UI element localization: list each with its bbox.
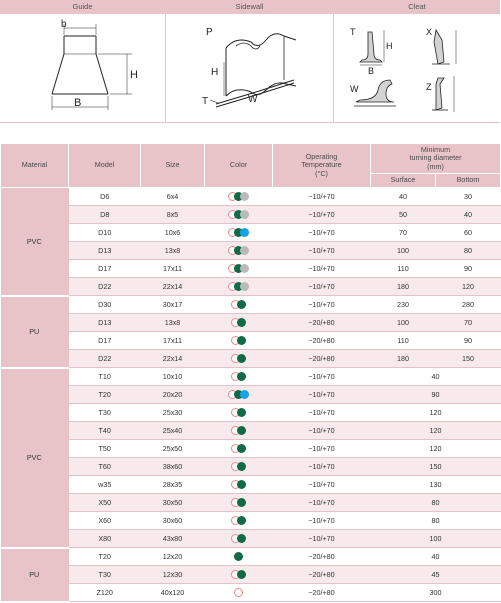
temperature-cell: −10/+70: [273, 404, 371, 422]
temperature-cell: −20/+80: [273, 314, 371, 332]
color-cell: [205, 494, 273, 512]
color-swatches: [231, 462, 246, 472]
turning-diameter-cell: 150: [371, 458, 501, 476]
header-turn-line2: turning diameter: [409, 153, 462, 163]
bottom-cell: 70: [436, 314, 501, 332]
size-cell: 13x8: [141, 242, 205, 260]
table-row: [1, 530, 501, 548]
model-cell: D6: [69, 188, 141, 206]
size-cell: 30x17: [141, 296, 205, 314]
color-swatches: [231, 534, 246, 544]
model-cell: T50: [69, 440, 141, 458]
model-cell: D8: [69, 206, 141, 224]
model-cell: X60: [69, 512, 141, 530]
temperature-cell: −10/+70: [273, 494, 371, 512]
size-cell: 25x50: [141, 440, 205, 458]
guide-header: Guide: [0, 0, 165, 14]
model-cell: D10: [69, 224, 141, 242]
green-color-swatch: [237, 426, 246, 435]
size-cell: 28x35: [141, 476, 205, 494]
green-color-swatch: [237, 498, 246, 507]
size-cell: 25x40: [141, 422, 205, 440]
color-cell: [205, 296, 273, 314]
size-cell: 40x120: [141, 584, 205, 602]
bottom-cell: 40: [436, 206, 501, 224]
size-cell: 12x20: [141, 548, 205, 566]
temperature-cell: −10/+70: [273, 476, 371, 494]
green-color-swatch: [237, 336, 246, 345]
color-swatches: [231, 408, 246, 418]
turning-diameter-cell: 80: [371, 512, 501, 530]
header-temp-line3: (°C): [315, 168, 328, 178]
color-cell: [205, 224, 273, 242]
temperature-cell: −10/+70: [273, 422, 371, 440]
cleat-label-x: X: [426, 27, 433, 37]
header-temperature: [273, 144, 371, 188]
model-cell: T10: [69, 368, 141, 386]
header-bottom: Bottom: [436, 174, 501, 188]
surface-cell: 180: [371, 278, 436, 296]
color-cell: [205, 404, 273, 422]
color-cell: [205, 458, 273, 476]
model-cell: D13: [69, 314, 141, 332]
header-material: Material: [1, 144, 69, 188]
model-cell: T60: [69, 458, 141, 476]
size-cell: 12x30: [141, 566, 205, 584]
color-cell: [205, 512, 273, 530]
color-swatches: [228, 210, 249, 220]
color-cell: [205, 422, 273, 440]
gray-color-swatch: [240, 210, 249, 219]
temperature-cell: −20/+80: [273, 332, 371, 350]
table-row: [1, 314, 501, 332]
surface-cell: 110: [371, 332, 436, 350]
diagram-strip: [0, 0, 500, 122]
sidewall-label-w: W: [248, 94, 258, 105]
turning-diameter-cell: 90: [371, 386, 501, 404]
table-row: [1, 566, 501, 584]
color-cell: [205, 350, 273, 368]
size-cell: 25x30: [141, 404, 205, 422]
turning-diameter-cell: 80: [371, 494, 501, 512]
bottom-cell: 90: [436, 260, 501, 278]
size-cell: 8x5: [141, 206, 205, 224]
turning-diameter-cell: 120: [371, 440, 501, 458]
table-row: [1, 548, 501, 566]
temperature-cell: −10/+70: [273, 458, 371, 476]
surface-cell: 70: [371, 224, 436, 242]
color-cell: [205, 386, 273, 404]
green-color-swatch: [237, 354, 246, 363]
size-cell: 30x60: [141, 512, 205, 530]
header-turn-line3: (mm): [427, 161, 444, 171]
size-cell: 13x8: [141, 314, 205, 332]
bottom-cell: 120: [436, 278, 501, 296]
green-color-swatch: [234, 552, 243, 561]
green-color-swatch: [237, 444, 246, 453]
white-color-swatch: [234, 588, 243, 597]
color-cell: [205, 314, 273, 332]
green-color-swatch: [237, 318, 246, 327]
color-swatches: [231, 498, 246, 508]
header-turn-line1: Minimum: [420, 144, 451, 154]
table-row: [1, 386, 501, 404]
color-swatches: [228, 390, 249, 400]
size-cell: 20x20: [141, 386, 205, 404]
model-cell: D22: [69, 350, 141, 368]
green-color-swatch: [237, 516, 246, 525]
color-cell: [205, 242, 273, 260]
header-temp-line1: Operating: [305, 151, 338, 161]
model-cell: D17: [69, 260, 141, 278]
model-cell: T30: [69, 566, 141, 584]
green-color-swatch: [237, 462, 246, 471]
table-row: [1, 242, 501, 260]
turning-diameter-cell: 120: [371, 404, 501, 422]
color-swatches: [231, 426, 246, 436]
green-color-swatch: [237, 300, 246, 309]
bottom-cell: 80: [436, 242, 501, 260]
color-cell: [205, 260, 273, 278]
material-cell: PVC: [1, 188, 69, 296]
table-row: [1, 422, 501, 440]
model-cell: D13: [69, 242, 141, 260]
gray-color-swatch: [240, 246, 249, 255]
model-cell: D17: [69, 332, 141, 350]
table-row: [1, 584, 501, 602]
surface-cell: 40: [371, 188, 436, 206]
model-cell: T20: [69, 548, 141, 566]
divider: [0, 122, 500, 123]
size-cell: 22x14: [141, 350, 205, 368]
table-row: [1, 404, 501, 422]
model-cell: D30: [69, 296, 141, 314]
turning-diameter-cell: 45: [371, 566, 501, 584]
table-row: [1, 494, 501, 512]
temperature-cell: −10/+70: [273, 242, 371, 260]
color-swatches: [231, 444, 246, 454]
blue-color-swatch: [240, 228, 249, 237]
color-swatches: [228, 192, 249, 202]
size-cell: 10x6: [141, 224, 205, 242]
guide-label-b: b: [61, 19, 67, 30]
table-row: [1, 224, 501, 242]
model-cell: T40: [69, 422, 141, 440]
sidewall-header: Sidewall: [166, 0, 333, 14]
table-row: [1, 350, 501, 368]
table-row: [1, 458, 501, 476]
bottom-cell: 150: [436, 350, 501, 368]
table-row: [1, 206, 501, 224]
cleat-label-t: T: [350, 27, 356, 37]
temperature-cell: −10/+70: [273, 224, 371, 242]
gray-color-swatch: [240, 264, 249, 273]
green-color-swatch: [237, 372, 246, 381]
sidewall-label-h: H: [211, 67, 219, 78]
divider: [165, 0, 166, 122]
temperature-cell: −10/+70: [273, 386, 371, 404]
size-cell: 17x11: [141, 260, 205, 278]
material-cell: PVC: [1, 368, 69, 548]
table-row: [1, 440, 501, 458]
model-cell: w35: [69, 476, 141, 494]
cleat-diagram: [346, 18, 496, 120]
turning-diameter-cell: 40: [371, 368, 501, 386]
gray-color-swatch: [240, 192, 249, 201]
blue-color-swatch: [240, 390, 249, 399]
color-cell: [205, 278, 273, 296]
surface-cell: 230: [371, 296, 436, 314]
size-cell: 38x60: [141, 458, 205, 476]
color-swatches: [231, 354, 246, 364]
material-cell: PU: [1, 548, 69, 602]
temperature-cell: −10/+70: [273, 368, 371, 386]
color-cell: [205, 584, 273, 602]
turning-diameter-cell: 40: [371, 548, 501, 566]
color-cell: [205, 566, 273, 584]
table-row: [1, 368, 501, 386]
color-swatches: [231, 300, 246, 310]
cleat-label-z: Z: [426, 82, 432, 92]
size-cell: 10x10: [141, 368, 205, 386]
temperature-cell: −10/+70: [273, 512, 371, 530]
color-swatches: [228, 246, 249, 256]
guide-label-bb: B: [74, 97, 82, 109]
table-row: [1, 260, 501, 278]
green-color-swatch: [237, 480, 246, 489]
temperature-cell: −10/+70: [273, 530, 371, 548]
color-swatches: [228, 264, 249, 274]
turning-diameter-cell: 100: [371, 530, 501, 548]
temperature-cell: −10/+70: [273, 206, 371, 224]
color-cell: [205, 332, 273, 350]
size-cell: 17x11: [141, 332, 205, 350]
header-temp-line2: Temperature: [301, 160, 342, 170]
green-color-swatch: [237, 570, 246, 579]
temperature-cell: −10/+70: [273, 440, 371, 458]
guide-diagram: [40, 18, 150, 118]
color-cell: [205, 476, 273, 494]
bottom-cell: 30: [436, 188, 501, 206]
table-row: [1, 296, 501, 314]
header-size: Size: [141, 144, 205, 188]
sidewall-label-p: P: [206, 27, 213, 38]
temperature-cell: −20/+80: [273, 548, 371, 566]
turning-diameter-cell: 300: [371, 584, 501, 602]
temperature-cell: −20/+80: [273, 350, 371, 368]
surface-cell: 110: [371, 260, 436, 278]
size-cell: 6x4: [141, 188, 205, 206]
model-cell: X80: [69, 530, 141, 548]
sidewall-label-t: T: [202, 96, 209, 107]
color-swatches: [228, 282, 249, 292]
color-cell: [205, 206, 273, 224]
model-cell: D22: [69, 278, 141, 296]
cleat-label-w: W: [350, 84, 359, 94]
model-cell: X50: [69, 494, 141, 512]
model-cell: T20: [69, 386, 141, 404]
turning-diameter-cell: 130: [371, 476, 501, 494]
color-swatches: [231, 372, 246, 382]
surface-cell: 180: [371, 350, 436, 368]
divider: [333, 0, 334, 122]
turning-diameter-cell: 120: [371, 422, 501, 440]
color-cell: [205, 188, 273, 206]
guide-label-h: H: [130, 69, 138, 81]
header-color: Color: [205, 144, 273, 188]
table-row: [1, 188, 501, 206]
table-body: [1, 188, 501, 602]
cleat-header: Cleat: [334, 0, 500, 14]
color-swatches: [231, 516, 246, 526]
temperature-cell: −20/+80: [273, 566, 371, 584]
color-swatches: [231, 570, 246, 580]
color-cell: [205, 368, 273, 386]
gray-color-swatch: [240, 282, 249, 291]
temperature-cell: −10/+70: [273, 296, 371, 314]
cleat-label-h: H: [386, 41, 393, 51]
temperature-cell: −20/+80: [273, 584, 371, 602]
size-cell: 30x50: [141, 494, 205, 512]
color-swatches: [234, 588, 243, 598]
table-row: [1, 278, 501, 296]
model-cell: T30: [69, 404, 141, 422]
green-color-swatch: [237, 408, 246, 417]
header-model: Model: [69, 144, 141, 188]
color-swatches: [231, 318, 246, 328]
surface-cell: 100: [371, 314, 436, 332]
table-row: [1, 476, 501, 494]
surface-cell: 50: [371, 206, 436, 224]
surface-cell: 100: [371, 242, 436, 260]
size-cell: 22x14: [141, 278, 205, 296]
color-cell: [205, 548, 273, 566]
temperature-cell: −10/+70: [273, 278, 371, 296]
temperature-cell: −10/+70: [273, 188, 371, 206]
green-color-swatch: [237, 534, 246, 543]
color-swatches: [231, 336, 246, 346]
material-cell: PU: [1, 296, 69, 368]
color-swatches: [231, 480, 246, 490]
cleat-label-b: B: [368, 66, 375, 76]
header-surface: Surface: [371, 174, 436, 188]
color-swatches: [234, 552, 243, 562]
color-cell: [205, 440, 273, 458]
bottom-cell: 280: [436, 296, 501, 314]
bottom-cell: 60: [436, 224, 501, 242]
table-row: [1, 332, 501, 350]
bottom-cell: 90: [436, 332, 501, 350]
color-cell: [205, 530, 273, 548]
color-swatches: [228, 228, 249, 238]
size-cell: 43x80: [141, 530, 205, 548]
model-cell: Z120: [69, 584, 141, 602]
temperature-cell: −10/+70: [273, 260, 371, 278]
specs-table: [0, 143, 501, 603]
sidewall-diagram: [196, 18, 306, 118]
header-turning-diameter: [371, 144, 501, 174]
table-row: [1, 512, 501, 530]
